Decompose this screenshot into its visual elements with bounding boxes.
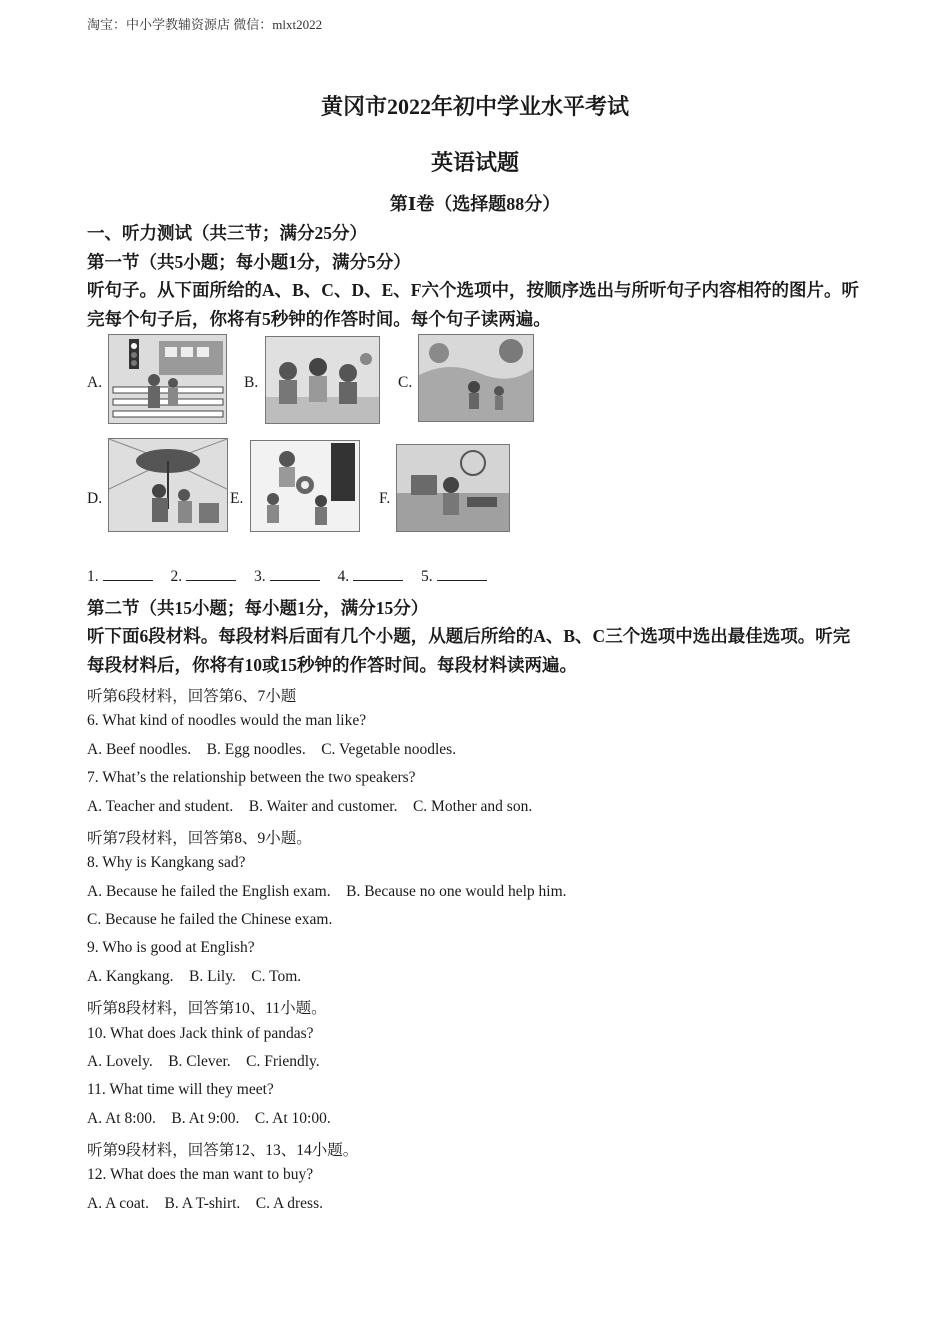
section1-heading: 第一节（共5小题；每小题1分，满分5分） (87, 252, 411, 272)
picture-label-a: A. (87, 374, 103, 391)
answer-blanks-row (87, 566, 501, 586)
exam-subtitle: 英语试题 (430, 150, 519, 175)
children-group-picture (265, 336, 380, 424)
question-6: 6. What kind of noodles would the man like? (87, 712, 367, 729)
answer-blank-2[interactable]: 2. (171, 568, 237, 585)
picture-label-e: E. (230, 490, 244, 507)
question-8: 8. Why is Kangkang sad? (87, 854, 246, 871)
question-12: 12. What does the man want to buy? (87, 1166, 314, 1183)
traffic-crossing-picture (108, 334, 227, 424)
umbrella-people-picture (108, 438, 228, 532)
part1-heading: 一、听力测试（共三节；满分25分） (87, 223, 367, 243)
park-scene-picture (418, 334, 534, 422)
section1-instructions: 听句子。从下面所给的A、B、C、D、E、F六个选项中，按顺序选出与所听句子内容相符的图片。听完每个句子后，你将有5秒钟的作答时间。每个句子读两遍。 (87, 280, 859, 329)
material-9-intro: 听第9段材料，回答第12、13、14小题。 (87, 1142, 359, 1159)
question-9: 9. Who is good at English? (87, 939, 255, 956)
answer-blank-1[interactable]: 1. (87, 568, 153, 585)
question-11: 11. What time will they meet? (87, 1081, 274, 1098)
answer-blank-5[interactable]: 5. (421, 568, 487, 585)
section2-heading: 第二节（共15小题；每小题1分，满分15分） (87, 598, 429, 618)
material-6-intro: 听第6段材料，回答第6、7小题 (87, 688, 297, 705)
question-10: 10. What does Jack think of pandas? (87, 1025, 314, 1042)
question-12-options: A. A coat. B. A T-shirt. C. A dress. (87, 1195, 323, 1212)
material-8-intro: 听第8段材料，回答第10、11小题。 (87, 1000, 327, 1017)
question-8-options-ab: A. Because he failed the English exam. B. Because no one would help him. (87, 883, 567, 900)
volume-heading: 第Ⅰ卷（选择题88分） (389, 194, 561, 214)
page-header-watermark: 淘宝：中小学教辅资源店 微信：mlxt2022 (87, 17, 323, 32)
picture-label-c: C. (398, 374, 413, 391)
question-7: 7. What’s the relationship between the two speakers? (87, 769, 416, 786)
question-9-options: A. Kangkang. B. Lily. C. Tom. (87, 968, 302, 985)
picture-label-b: B. (244, 374, 259, 391)
section2-instructions: 听下面6段材料。每段材料后面有几个小题，从题后所给的A、B、C三个选项中选出最佳选项。听完每段材料后，你将有10或15秒钟的作答时间。每段材料读两遍。 (87, 626, 851, 675)
material-7-intro: 听第7段材料，回答第8、9小题。 (87, 830, 312, 847)
kids-playing-picture (250, 440, 360, 532)
question-7-options: A. Teacher and student. B. Waiter and customer. C. Mother and son. (87, 798, 533, 815)
question-10-options: A. Lovely. B. Clever. C. Friendly. (87, 1053, 320, 1070)
answer-blank-4[interactable]: 4. (338, 568, 404, 585)
question-11-options: A. At 8:00. B. At 9:00. C. At 10:00. (87, 1110, 331, 1127)
picture-label-f: F. (379, 490, 391, 507)
picture-label-d: D. (87, 490, 103, 507)
exam-title: 黄冈市2022年初中学业水平考试 (320, 94, 629, 119)
question-6-options: A. Beef noodles. B. Egg noodles. C. Vegetable noodles. (87, 741, 457, 758)
kitchen-scene-picture (396, 444, 510, 532)
question-8-option-c: C. Because he failed the Chinese exam. (87, 911, 333, 928)
answer-blank-3[interactable]: 3. (254, 568, 320, 585)
